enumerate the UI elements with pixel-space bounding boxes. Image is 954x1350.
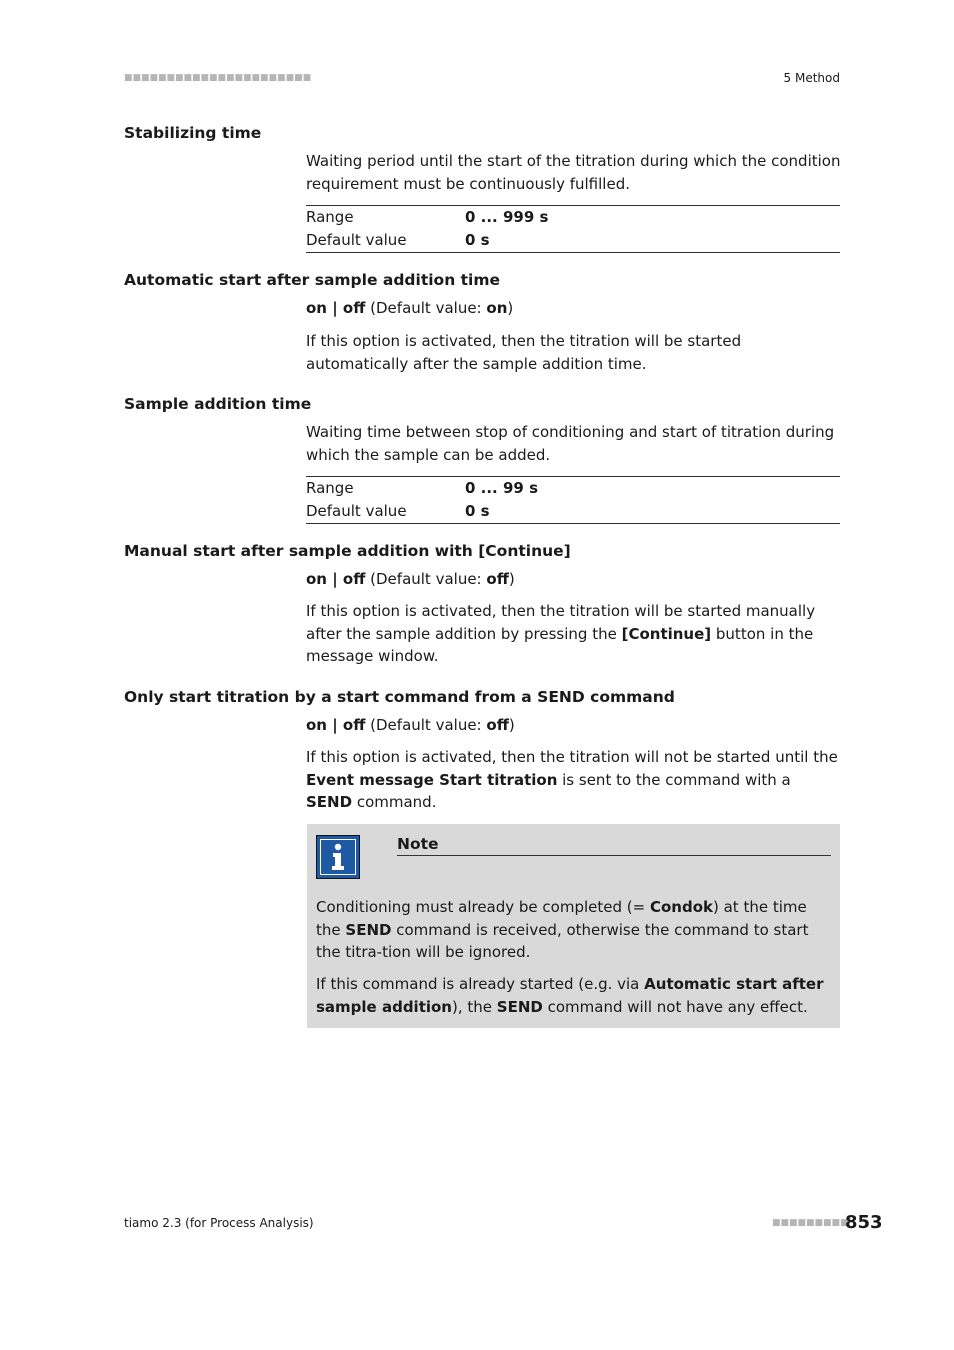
range-label: Range bbox=[306, 208, 354, 226]
chapter-title: 5 Method bbox=[783, 71, 840, 85]
manual-start-options: on | off (Default value: off) bbox=[306, 570, 515, 588]
info-icon bbox=[316, 835, 360, 879]
default-value: 0 s bbox=[465, 231, 490, 249]
note-paragraph: Conditioning must already be completed (= Condok) at the time the SEND command is received, otherwise the command to start the titra-tion will be ignored. bbox=[316, 898, 809, 961]
note-title: Note bbox=[397, 834, 831, 856]
footer-decoration: ■■■■■■■■■ bbox=[772, 1218, 849, 1228]
range-label: Range bbox=[306, 479, 354, 497]
header-decoration: ■■■■■■■■■■■■■■■■■■■■■■ bbox=[124, 73, 312, 83]
note-paragraph: If this command is already started (e.g. via Automatic start after sample addition), the SEND command will not have any effect. bbox=[316, 975, 824, 1016]
table-row bbox=[306, 229, 840, 253]
manual-start-description: If this option is activated, then the titration will be started manually after the sample addition by pressing the [Continue] button in the message window. bbox=[306, 602, 816, 665]
table-row bbox=[306, 477, 840, 501]
table-row bbox=[306, 500, 840, 524]
sample-time-description: Waiting time between stop of conditioning and start of titration during which the sample can be added. bbox=[306, 423, 835, 464]
sample-time-range-table bbox=[306, 476, 840, 524]
automatic-start-options: on | off (Default value: on) bbox=[306, 299, 514, 317]
default-label: Default value bbox=[306, 231, 407, 249]
footer-product: tiamo 2.3 (for Process Analysis) bbox=[124, 1216, 314, 1230]
range-value: 0 ... 99 s bbox=[465, 479, 539, 497]
stabilizing-description: Waiting period until the start of the titration during which the condition requirement must be continuously fulfilled. bbox=[306, 152, 841, 193]
send-start-options: on | off (Default value: off) bbox=[306, 716, 515, 734]
section-title-sample-addition-time: Sample addition time bbox=[124, 395, 312, 413]
default-value: 0 s bbox=[465, 502, 490, 520]
page-number: 853 bbox=[845, 1212, 883, 1233]
automatic-start-description: If this option is activated, then the titration will be started automatically after the sample addition time. bbox=[306, 332, 742, 373]
note-box bbox=[307, 824, 840, 1028]
send-start-description: If this option is activated, then the titration will not be started until the Event message Start titration is sent to the command with a SEND command. bbox=[306, 748, 838, 811]
range-value: 0 ... 999 s bbox=[465, 208, 549, 226]
stabilizing-range-table bbox=[306, 205, 840, 253]
section-title-send-start: Only start titration by a start command from a SEND command bbox=[124, 688, 675, 706]
section-title-automatic-start: Automatic start after sample addition time bbox=[124, 271, 501, 289]
section-title-manual-start: Manual start after sample addition with [Continue] bbox=[124, 542, 571, 560]
default-label: Default value bbox=[306, 502, 407, 520]
table-row bbox=[306, 206, 840, 230]
section-title-stabilizing-time: Stabilizing time bbox=[124, 124, 262, 142]
